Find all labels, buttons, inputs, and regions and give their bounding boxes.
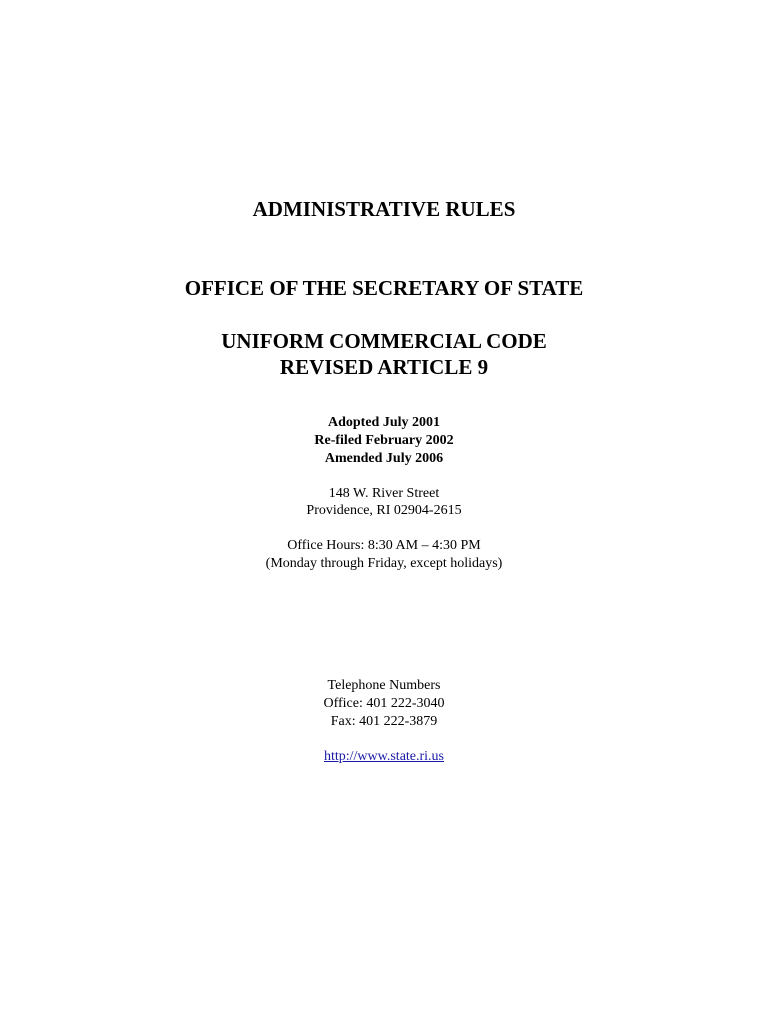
- office-hours: Office Hours: 8:30 AM – 4:30 PM: [287, 538, 481, 553]
- telephone-fax: Fax: 401 222-3879: [330, 714, 438, 729]
- address-street: 148 W. River Street: [328, 486, 440, 501]
- office-days: (Monday through Friday, except holidays): [265, 556, 503, 571]
- office-heading: OFFICE OF THE SECRETARY OF STATE: [184, 276, 584, 300]
- adopted-date: Adopted July 2001: [327, 415, 441, 430]
- code-heading-line1: UNIFORM COMMERCIAL CODE: [221, 329, 547, 353]
- document-title: ADMINISTRATIVE RULES: [252, 197, 516, 221]
- telephone-office: Office: 401 222-3040: [323, 696, 445, 711]
- amended-date: Amended July 2006: [324, 451, 444, 466]
- website-line: [0, 748, 768, 766]
- website-link[interactable]: http://www.state.ri.us: [323, 749, 445, 764]
- code-heading-line2: REVISED ARTICLE 9: [279, 355, 489, 379]
- refiled-date: Re-filed February 2002: [314, 433, 454, 448]
- address-city: Providence, RI 02904-2615: [306, 503, 462, 518]
- telephone-heading: Telephone Numbers: [327, 678, 441, 693]
